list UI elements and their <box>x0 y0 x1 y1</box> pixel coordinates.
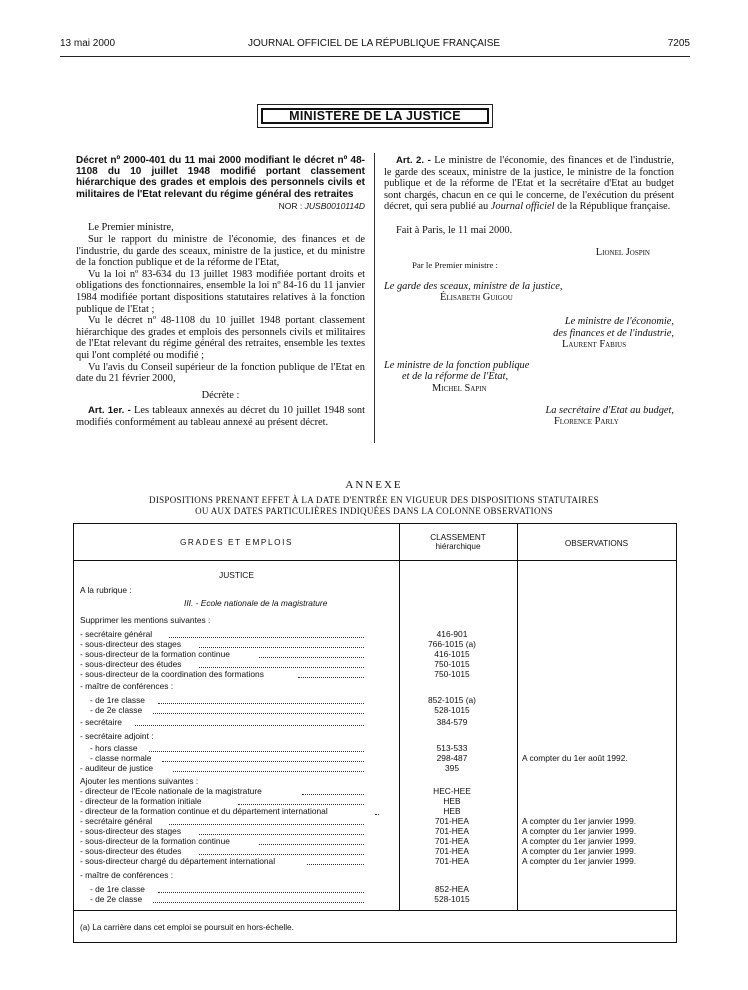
dot-leader <box>298 667 364 678</box>
header-date: 13 mai 2000 <box>60 38 116 49</box>
col-header-classement-1: CLASSEMENT <box>430 533 486 542</box>
eco-title-2: des finances et de l'industrie, <box>553 327 674 339</box>
table-column-rule <box>399 524 400 911</box>
table-row-label: - maître de conférences : <box>80 870 174 880</box>
table-row-label: III. - Ecole nationale de la magistrature <box>184 598 328 608</box>
table-column-rule <box>517 524 518 911</box>
page-number: 7205 <box>667 38 690 49</box>
dot-leader <box>238 794 364 805</box>
table-row-label: - secrétaire général <box>80 816 153 826</box>
garde-title <box>384 281 674 293</box>
annexe-title: ANNEXE <box>345 479 403 491</box>
table-row-label: - sous-directeur de la formation continue <box>80 649 230 659</box>
dot-leader <box>153 892 364 903</box>
table-row-label: - hors classe <box>90 743 138 753</box>
paragraph: Vu le décret nº 48-1108 du 10 juillet 1948 portant classement hiérarchique des grades et emplois des personnels civils et militaires de l'Etat relevant du régime général des retraites, ensemble les textes qui l'ont complété ou modifié ; <box>76 315 365 361</box>
observation: A compter du 1er janvier 1999. <box>522 836 637 846</box>
annexe-subtitle-1: DISPOSITIONS PRENANT EFFET À LA DATE D'ENTRÉE EN VIGUEUR DES DISPOSITIONS STATUTAIRES <box>149 495 599 505</box>
table-row-label: Supprimer les mentions suivantes : <box>80 615 211 625</box>
garde-name: Élisabeth Guigou <box>440 292 513 304</box>
eco-title <box>384 316 674 328</box>
observation: A compter du 1er janvier 1999. <box>522 846 637 856</box>
classement-value: 750-1015 <box>434 659 470 669</box>
dot-leader <box>375 804 379 815</box>
nor-code: JUSB0010114D <box>304 200 365 211</box>
classement-value: 701-HEA <box>435 856 469 866</box>
classement-value: 701-HEA <box>435 836 469 846</box>
column-separator <box>374 153 375 443</box>
observation: A compter du 1er janvier 1999. <box>522 856 637 866</box>
annexe-table <box>73 523 677 943</box>
table-row-label: - sous-directeur chargé du département international <box>80 856 276 866</box>
classement-value: HEB <box>443 796 461 806</box>
budget-title-text: La secrétaire d'Etat au budget, <box>545 404 674 416</box>
classement-value: 384-579 <box>436 717 468 727</box>
classement-value: 528-1015 <box>434 894 470 904</box>
article-2-italic: Journal officiel <box>490 201 555 213</box>
col-header-classement-2: hiérarchique <box>435 542 481 551</box>
observation: A compter du 1er janvier 1999. <box>522 826 637 836</box>
fp-title-1: Le ministre de la fonction publique <box>384 359 530 371</box>
article-1 <box>76 405 365 428</box>
table-row-label: - de 1re classe <box>90 695 145 705</box>
paragraph: Vu l'avis du Conseil supérieur de la fonction publique de l'Etat en date du 21 février 2000, <box>76 361 365 385</box>
header-rule <box>60 56 690 57</box>
fp-name: Michel Sapin <box>432 382 487 394</box>
article-2 <box>384 155 674 213</box>
col-header-classement <box>399 533 517 551</box>
classement-value: 701-HEA <box>435 816 469 826</box>
par-premier-ministre: Par le Premier ministre : <box>412 260 498 271</box>
classement-value: 766-1015 (a) <box>428 639 476 649</box>
table-row-label: JUSTICE <box>219 570 254 580</box>
nor-line <box>76 201 365 213</box>
classement-value: 528-1015 <box>434 705 470 715</box>
col-header-observations: OBSERVATIONS <box>564 539 629 548</box>
nor-label: NOR : <box>278 200 303 211</box>
table-row-label: - sous-directeur des études <box>80 659 182 669</box>
table-row-label: - secrétaire général <box>80 629 153 639</box>
table-row-label: - sous-directeur des stages <box>80 826 182 836</box>
table-row-label: - de 2e classe <box>90 705 143 715</box>
eco-title-line2 <box>384 328 674 340</box>
dot-leader <box>173 761 364 772</box>
classement-value: 852-HEA <box>435 884 469 894</box>
table-row-label: A la rubrique : <box>80 585 132 595</box>
classement-value: 852-1015 (a) <box>428 695 476 705</box>
budget-name: Florence Parly <box>554 416 619 428</box>
table-row-label: - de 2e classe <box>90 894 143 904</box>
table-row-label: - classe normale <box>90 753 152 763</box>
classement-value: 395 <box>445 763 459 773</box>
table-row-label: - auditeur de justice <box>80 763 154 773</box>
article-2-label: Art. 2. - <box>396 155 431 166</box>
classement-value: 701-HEA <box>435 826 469 836</box>
decrete: Décrète : <box>201 389 240 401</box>
classement-value: HEB <box>443 806 461 816</box>
table-row-label: - secrétaire adjoint : <box>80 731 154 741</box>
table-row-label: - maître de conférences : <box>80 681 174 691</box>
table-row-label: - sous-directeur de la formation continue <box>80 836 230 846</box>
observation: A compter du 1er janvier 1999. <box>522 816 637 826</box>
fp-title-2: et de la réforme de l'Etat, <box>402 371 509 383</box>
table-row-label: - sous-directeur de la coordination des formations <box>80 669 264 679</box>
annexe-subtitle <box>0 495 748 516</box>
journal-title: JOURNAL OFFICIEL DE LA RÉPUBLIQUE FRANÇAISE <box>247 38 501 49</box>
table-row-label: - de 1re classe <box>90 884 145 894</box>
fp-title-line2 <box>384 371 674 383</box>
table-footnote: (a) La carrière dans cet emploi se poursuit en hors-échelle. <box>80 923 294 932</box>
decret-title: Décret nº 2000-401 du 11 mai 2000 modifiant le décret nº 48-1108 du 10 juillet 1948 modifié portant classement hiérarchique des grades et emplois des personnels civils et militaires de l'Etat relevant du régime général des retraites <box>76 155 365 200</box>
table-row-label: - directeur de la formation continue et du département international <box>80 806 328 816</box>
table-row-label: Ajouter les mentions suivantes : <box>80 776 199 786</box>
classement-value: HEC-HEE <box>433 786 471 796</box>
classement-value: 750-1015 <box>434 669 470 679</box>
eco-title-1: Le ministre de l'économie, <box>564 315 674 327</box>
observation: A compter du 1er août 1992. <box>522 753 628 763</box>
table-row-label: - sous-directeur des études <box>80 846 182 856</box>
budget-title <box>384 405 674 417</box>
article-1-label: Art. 1er. - <box>88 405 131 417</box>
fait-a-paris: Fait à Paris, le 11 mai 2000. <box>396 224 513 236</box>
table-row-label: - sous-directeur des stages <box>80 639 182 649</box>
classement-value: 416-1015 <box>434 649 470 659</box>
ministry-heading: MINISTÈRE DE LA JUSTICE <box>261 108 489 124</box>
right-column <box>384 155 674 428</box>
paragraph: Vu la loi nº 83-634 du 13 juillet 1983 modifiée portant droits et obligations des fonctionnaires, ensemble la loi nº 84-16 du 11 janvier 1984 modifiée portant dispositions statutaires relatives à la fonction publique de l'Etat ; <box>76 268 365 315</box>
ministry-heading-box <box>257 104 493 128</box>
article-1-text: Les tableaux annexés au décret du 10 juillet 1948 sont modifiés conformément au tableau annexé au présent décret. <box>76 405 365 428</box>
article-2-end: de la République française. <box>557 201 671 213</box>
table-row-label: - secrétaire <box>80 717 122 727</box>
garde-title-text: Le garde des sceaux, ministre de la justice, <box>384 280 563 292</box>
dot-leader <box>153 703 364 714</box>
classement-value: 513-533 <box>436 743 468 753</box>
table-row-label: - directeur de la formation initiale <box>80 796 202 806</box>
classement-value: 416-901 <box>436 629 468 639</box>
classement-value: 298-487 <box>436 753 468 763</box>
dot-leader <box>307 854 364 865</box>
classement-value: 701-HEA <box>435 846 469 856</box>
annexe-subtitle-2: OU AUX DATES PARTICULIÈRES INDIQUÉES DANS LA COLONNE OBSERVATIONS <box>195 505 553 516</box>
dot-leader <box>135 715 364 726</box>
table-row-label: - directeur de l'Ecole nationale de la magistrature <box>80 786 262 796</box>
paragraph: Sur le rapport du ministre de l'économie, des finances et de l'industrie, du garde des sceaux, ministre de la justice, et du ministre de la fonction publique et de la réforme de l'Etat, <box>76 234 365 269</box>
article-2-text: Le ministre de l'économie, des finances et de l'industrie, le garde des sceaux, ministre de la justice, le ministre de la fonction publique et de la réforme de l'Etat et la secrétaire d'Etat au budget sont chargés, chacun en ce qui le concerne, de l'exécution du présent décret, qui sera publié au <box>384 155 674 213</box>
signer-premier-ministre: Lionel Jospin <box>595 246 650 258</box>
table-header-rule <box>74 560 676 561</box>
left-column <box>76 155 365 429</box>
paragraph: Le Premier ministre, <box>88 222 174 234</box>
table-footer-rule <box>74 910 676 911</box>
eco-name: Laurent Fabius <box>562 339 627 351</box>
fp-title <box>384 360 674 372</box>
col-header-grades: GRADES ET EMPLOIS <box>179 538 294 547</box>
